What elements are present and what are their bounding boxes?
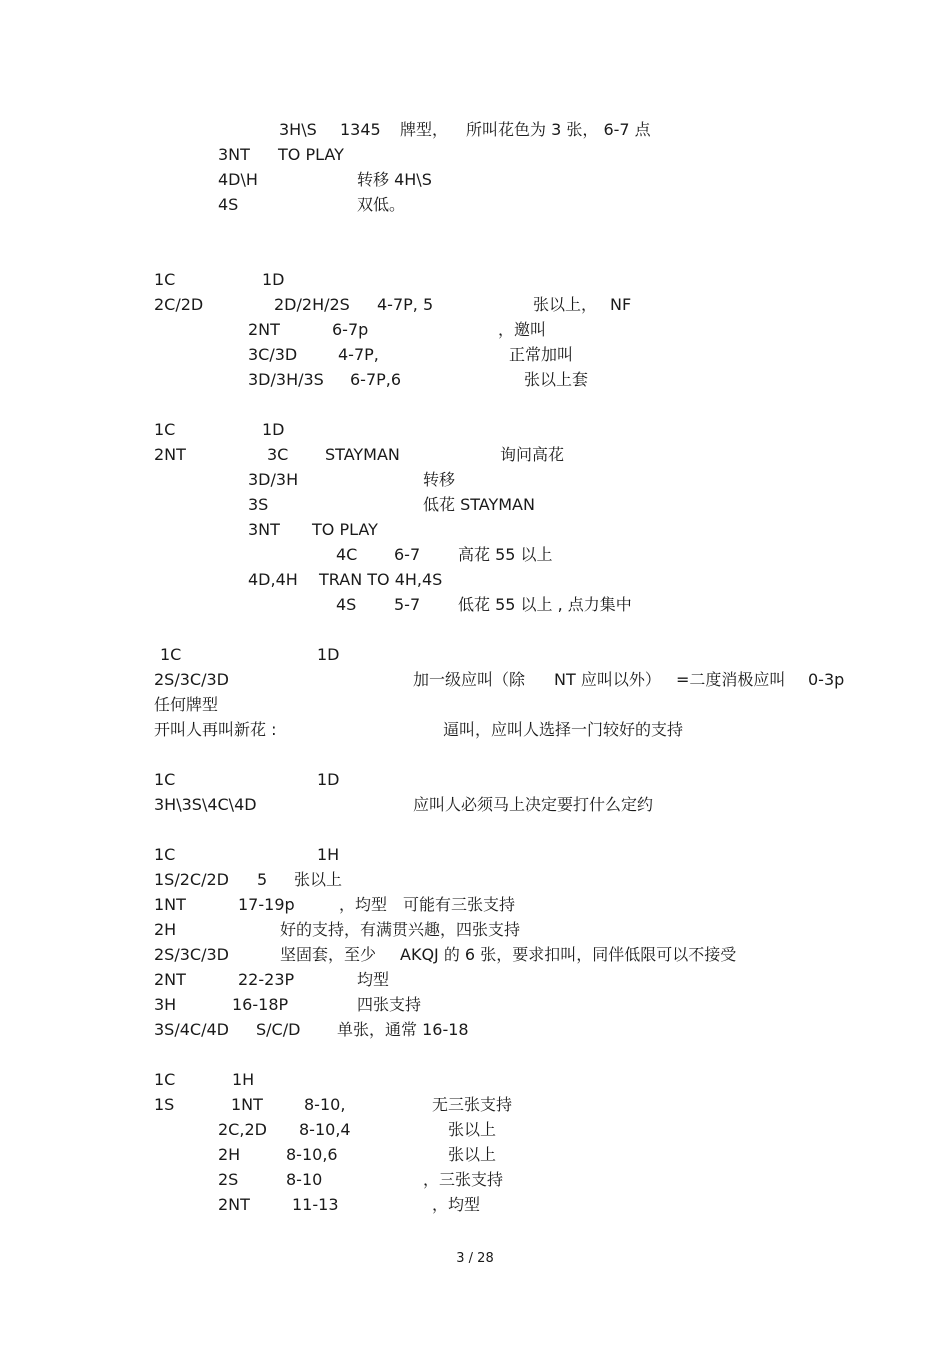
text-segment: 5 [257, 870, 268, 889]
text-segment: 3C [267, 445, 289, 464]
text-segment: 2NT [218, 1195, 250, 1214]
text-segment: 4-7P, [338, 345, 379, 364]
text-segment: 1D [317, 645, 340, 664]
text-segment: 6-7P,6 [350, 370, 402, 389]
text-segment: TRAN TO 4H,4S [319, 570, 443, 589]
text-segment: 3C/3D [248, 345, 298, 364]
text-segment: 8-10 [286, 1170, 323, 1189]
text-segment: 2C,2D [218, 1120, 267, 1139]
text-segment: STAYMAN [325, 445, 400, 464]
text-segment: 3NT [248, 520, 280, 539]
text-segment: 1NT [154, 895, 186, 914]
text-segment: ，均型 [339, 895, 388, 914]
text-segment: ，三张支持 [423, 1170, 504, 1189]
text-segment: 2D/2H/2S [274, 295, 350, 314]
text-segment: ，邀叫 [498, 320, 547, 339]
text-segment: 坚固套，至少 [280, 945, 377, 964]
text-segment: 4S [336, 595, 357, 614]
text-segment: 2S/3C/3D [154, 670, 229, 689]
text-segment: 张以上 [294, 870, 343, 889]
text-segment: 4D,4H [248, 570, 298, 589]
text-segment: 3NT [218, 145, 250, 164]
text-segment: 2NT [248, 320, 280, 339]
text-segment: 1C [154, 270, 176, 289]
text-segment: 3H [154, 995, 177, 1014]
text-segment: 3H\3S\4C\4D [154, 795, 257, 814]
text-segment: 转移 4H\S [357, 170, 432, 189]
text-segment: 无三张支持 [432, 1095, 513, 1114]
text-segment: 6-7p [332, 320, 369, 339]
text-segment: 11-13 [292, 1195, 339, 1214]
text-segment: 6-7 [394, 545, 421, 564]
text-segment: AKQJ 的 6 张，要求扣叫，同伴低限可以不接受 [400, 945, 737, 964]
text-segment: 16-18P [232, 995, 289, 1014]
text-segment: 1D [317, 770, 340, 789]
text-segment: 1345 [340, 120, 381, 139]
text-segment: 转移 [423, 470, 456, 489]
text-segment: 牌型， [400, 120, 449, 139]
text-segment: 1D [262, 420, 285, 439]
text-segment: 1H [232, 1070, 255, 1089]
text-segment: 1H [317, 845, 340, 864]
text-segment: 4C [336, 545, 358, 564]
text-segment: 1D [262, 270, 285, 289]
text-segment: 逼叫，应叫人选择一门较好的支持 [443, 720, 684, 739]
text-segment: 1S/2C/2D [154, 870, 229, 889]
text-segment: 2C/2D [154, 295, 204, 314]
text-segment: 1C [154, 1070, 176, 1089]
text-segment: 8-10, [304, 1095, 346, 1114]
text-segment: 所叫花色为 3 张， 6-7 点 [466, 120, 651, 139]
page-number: 3 / 28 [456, 1251, 494, 1266]
text-segment: 3H\S [279, 120, 317, 139]
text-segment: 0-3p [808, 670, 845, 689]
text-segment: 四张支持 [357, 995, 422, 1014]
text-segment: S/C/D [256, 1020, 301, 1039]
text-segment: NF [610, 295, 632, 314]
text-segment: 单张，通常 16-18 [337, 1020, 469, 1039]
text-segment: 张以上， [533, 295, 598, 314]
text-segment: 3S [248, 495, 269, 514]
text-segment: 可能有三张支持 [403, 895, 516, 914]
text-segment: TO PLAY [312, 520, 378, 539]
text-segment: 张以上 [448, 1120, 497, 1139]
text-segment: 1C [160, 645, 182, 664]
text-segment: 8-10,4 [299, 1120, 351, 1139]
text-segment: 5-7 [394, 595, 421, 614]
text-segment: 1C [154, 770, 176, 789]
text-segment: 3D/3H [248, 470, 299, 489]
text-segment: 好的支持，有满贯兴趣，四张支持 [280, 920, 521, 939]
text-segment: 2S [218, 1170, 239, 1189]
text-segment: ，均型 [432, 1195, 481, 1214]
text-segment: 2NT [154, 970, 186, 989]
text-segment: 加一级应叫（除 [413, 670, 526, 689]
text-segment: 4S [218, 195, 239, 214]
text-segment: 2NT [154, 445, 186, 464]
text-segment: 询问高花 [500, 445, 565, 464]
text-segment: 双低。 [357, 195, 406, 214]
text-segment: 22-23P [238, 970, 295, 989]
text-segment: 1C [154, 845, 176, 864]
text-segment: 2H [154, 920, 177, 939]
text-segment: 任何牌型 [154, 695, 219, 714]
text-segment: 3D/3H/3S [248, 370, 324, 389]
text-segment: 1NT [231, 1095, 263, 1114]
text-segment: NT 应叫以外） [554, 670, 661, 689]
text-segment: 4D\H [218, 170, 258, 189]
text-segment: 3S/4C/4D [154, 1020, 229, 1039]
text-segment: 8-10,6 [286, 1145, 338, 1164]
text-segment: 低花 55 以上 , 点力集中 [458, 595, 632, 614]
text-segment: 张以上套 [524, 370, 589, 389]
text-segment: 2S/3C/3D [154, 945, 229, 964]
text-segment: =二度消极应叫 [676, 670, 786, 689]
text-segment: 均型 [357, 970, 390, 989]
text-segment: 17-19p [238, 895, 295, 914]
text-segment: 4-7P, 5 [377, 295, 434, 314]
text-segment: 2H [218, 1145, 241, 1164]
text-segment: 张以上 [448, 1145, 497, 1164]
text-segment: 低花 STAYMAN [423, 495, 535, 514]
text-segment: 1S [154, 1095, 175, 1114]
text-segment: 正常加叫 [509, 345, 574, 364]
text-segment: TO PLAY [278, 145, 344, 164]
text-segment: 高花 55 以上 [458, 545, 553, 564]
text-segment: 1C [154, 420, 176, 439]
text-segment: 开叫人再叫新花 : [154, 720, 277, 739]
text-segment: 应叫人必须马上决定要打什么定约 [413, 795, 654, 814]
